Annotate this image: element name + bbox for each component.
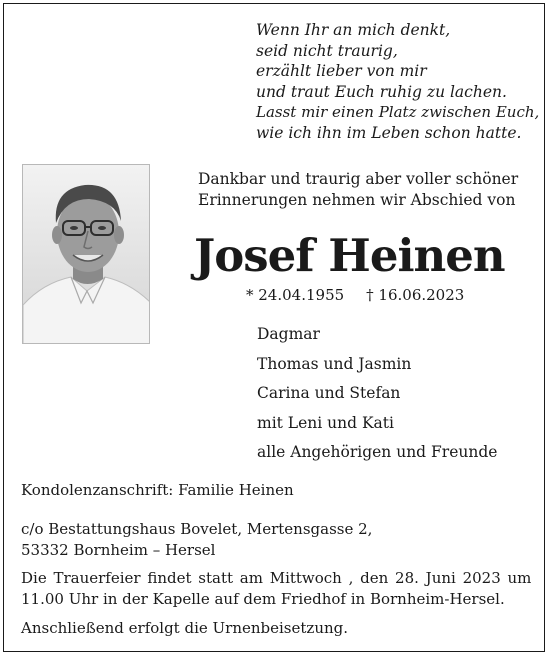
condolence-label-text: Kondolenzanschrift: Familie Heinen	[21, 481, 294, 499]
poem-line: Wenn Ihr an mich denkt,	[256, 21, 451, 39]
mourner: Dagmar	[257, 325, 320, 343]
condolence-address	[21, 519, 533, 561]
poem	[256, 20, 541, 143]
portrait-photo	[22, 164, 150, 344]
life-dates	[246, 285, 464, 305]
portrait-illustration	[23, 165, 150, 344]
poem-line: und traut Euch ruhig zu lachen.	[256, 82, 507, 101]
poem-line: Lasst mir einen Platz zwischen Euch,	[256, 103, 540, 121]
death-date: † 16.06.2023	[366, 286, 465, 304]
mourner: Carina und Stefan	[257, 384, 401, 402]
poem-line: wie ich ihn im Leben schon hatte.	[256, 123, 522, 142]
intro-line: Erinnerungen nehmen wir Abschied von	[198, 191, 516, 209]
deceased-name: Josef Heinen	[194, 229, 505, 282]
intro-text	[198, 169, 543, 211]
mourner: mit Leni und Kati	[257, 413, 394, 432]
obituary-frame	[3, 3, 545, 652]
urn-burial-text: Anschließend erfolgt die Urnenbeisetzung.	[21, 619, 349, 637]
mourners-list	[257, 320, 497, 468]
mourner: alle Angehörigen und Freunde	[257, 443, 498, 461]
ceremony-info	[21, 568, 533, 610]
urn-burial-note	[21, 618, 533, 639]
intro-line: Dankbar und traurig aber voller schöner	[198, 170, 519, 188]
birth-date: * 24.04.1955	[246, 286, 345, 304]
address-line: 53332 Bornheim – Hersel	[21, 541, 216, 559]
poem-line: erzählt lieber von mir	[256, 62, 427, 80]
mourner: Thomas und Jasmin	[257, 354, 412, 373]
address-line: c/o Bestattungshaus Bovelet, Mertensgasse 2,	[21, 520, 373, 538]
ceremony-line: 11.00 Uhr in der Kapelle auf dem Friedhof in Bornheim-Hersel.	[21, 590, 505, 608]
condolence-label	[21, 480, 533, 501]
ceremony-line: Die Trauerfeier findet statt am Mittwoch , den 28. Juni 2023 um	[21, 569, 532, 587]
poem-line: seid nicht traurig,	[256, 41, 398, 60]
